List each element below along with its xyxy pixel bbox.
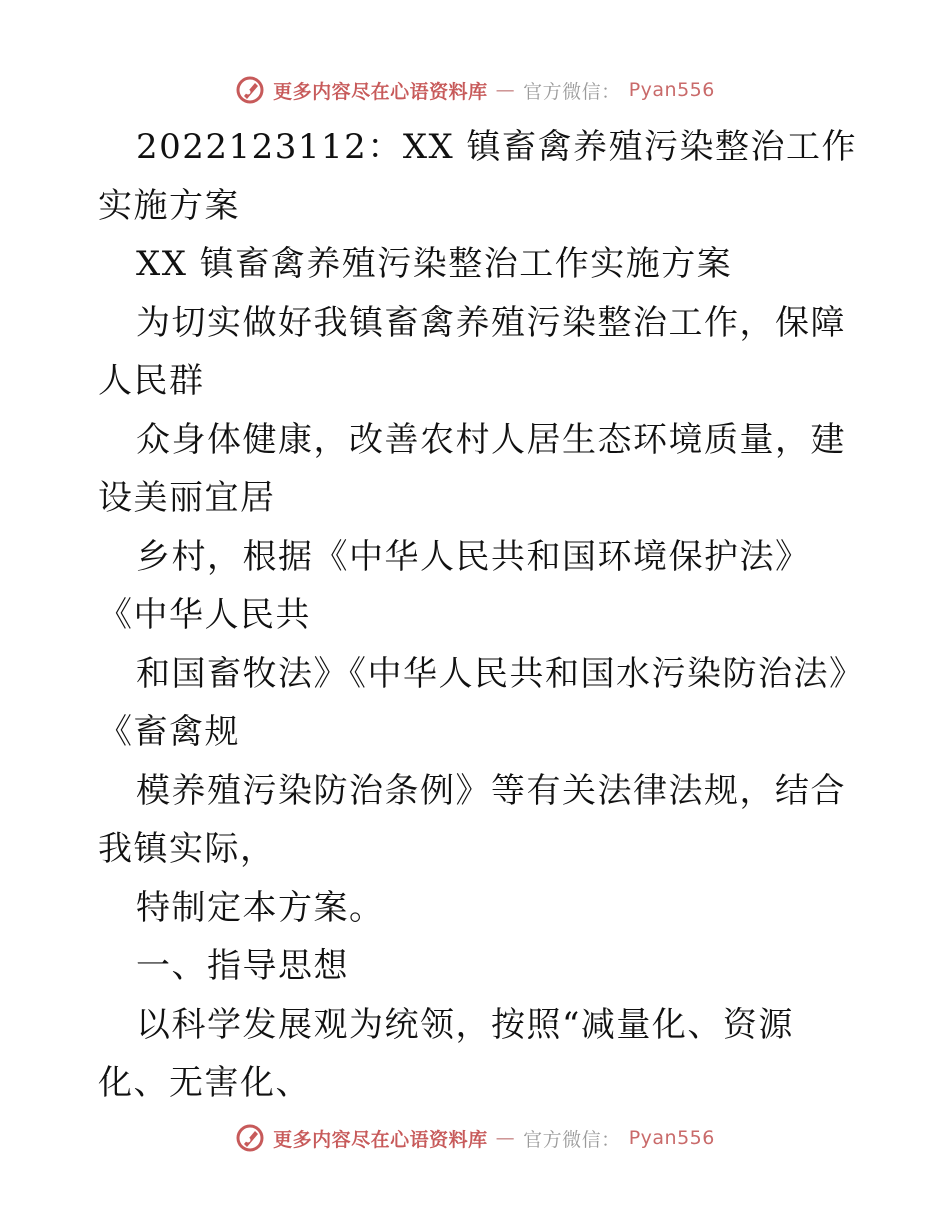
document-body [98,118,858,1113]
watermark-sub-text: 官方微信： [523,1128,621,1151]
section-heading: 一、指导思想 [136,946,349,986]
body-paragraph: 特制定本方案。 [136,887,385,928]
body-paragraph: 乡村，根据《中华人民共和国环境保护法》《中华人民共 [98,536,811,635]
watermark-sub-text: 官方微信： [523,80,621,103]
document-subtitle: XX 镇畜禽养殖污染整治工作实施方案 [136,244,733,284]
document-title: 2022123112：XX 镇畜禽养殖污染整治工作实施方案 [98,127,858,226]
body-paragraph: 模养殖污染防治条例》等有关法律法规，结合我镇实际， [98,770,846,869]
footer-watermark [0,1118,950,1158]
watermark-dash: — [495,1127,516,1149]
body-paragraph: 众身体健康，改善农村人居生态环境质量，建设美丽宜居 [98,419,846,518]
watermark-dash: — [495,79,516,101]
pen-logo-icon [235,1123,265,1153]
watermark-wechat-id: Pyan556 [628,79,715,101]
watermark-main-text: 更多内容尽在心语资料库 [273,80,488,103]
watermark-main-text: 更多内容尽在心语资料库 [273,1128,488,1151]
body-paragraph: 以科学发展观为统领，按照“减量化、资源化、无害化、 [98,1004,794,1103]
header-watermark [0,70,950,110]
watermark-wechat-id: Pyan556 [628,1127,715,1149]
body-paragraph: 为切实做好我镇畜禽养殖污染整治工作，保障人民群 [98,302,846,401]
pen-logo-icon [235,75,265,105]
body-paragraph: 和国畜牧法》《中华人民共和国水污染防治法》《畜禽规 [98,653,848,752]
